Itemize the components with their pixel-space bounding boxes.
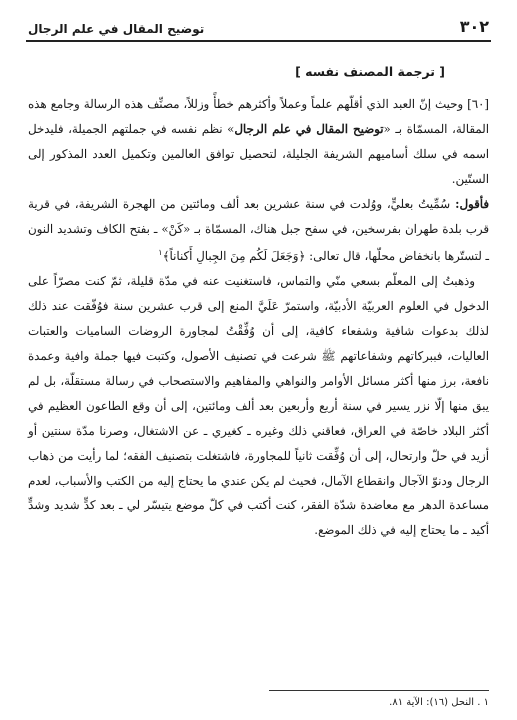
footnote-marker: ١ (158, 248, 163, 258)
header-rule (26, 40, 491, 42)
paragraph-intro (28, 92, 489, 192)
book-title: توضيح المقال في علم الرجال (28, 22, 205, 36)
quran-verse: ﴿وَجَعَلَ لَكُم مِنَ الجِبالِ أَكناناً﴾ (162, 249, 306, 264)
body-text (28, 92, 489, 543)
page-number: ٣٠٢ (459, 17, 489, 36)
paragraph-biography-body: سُمِّيتُ بعليٍّ، ووُلدت في سنة عشرين بعد ألف ومائتين من الهجرة الشريفة، في قرية قرب بلدة طهران بفرسخين، في سفح جبل هناك، المسمّاة بـ «كَنْ» ـ بفتح الكاف وتشديد النون ـ لتستّرها بانخفاض محلّها، قال تعالى: (28, 196, 489, 264)
paragraph-studies: وذهبتُ إلى المعلّم بسعي منّي والتماس، فاستغنيت عنه في مدّة قليلة، ثمّ كنت مصرّاً على الدخول في العلوم العربيّة الأدبيّة، واستمرّ عَلَيَّ المنع إلى قرب عشرين سنة فوُفّقت عند ذلك لذلك بدعوات شافية وشفعاء كافية، إلى أن وُفِّقْتُ لمجاورة الروضات الساميات والعتبات العاليات، فببركاتهم وشفاعاتهم ﷺ شرعت في تصنيف الأصول، وكتبت فيها جملة وافية وعمدة نافعة، برز منها أكثر مسائل الأوامر والنواهي والمفاهيم والاستصحاب في رسالة مستقلّة، بل لم يبق منها إلّا نزر يسير في سنة أربع وأربعين بعد ألف ومائتين، إلى أن وقع الطاعون العظيم في أكثر البلاد خاصّة في العراق، فعاقني ذلك وغيره ـ كغيري ـ عن الاشتغال، وصرنا مدّة سنتين أو أزيد في حلّ وارتحال، إلى أن وُفِّقت ثانياً للمجاورة، فاشتغلت بتصنيف الفقه؛ لما رأيت من ذهاب الرجال ودنوّ الآجال وانقطاع الآمال، فحيث لم يكن عندي ما يحتاج إليه من الكتب والأسباب، لعدم مساعدة الدهر مع معاضدة شدّة الفقر، كنت أكتب في كلّ موضع يتيسّر لي ـ بعد كدٍّ شديد وشدٍّ أكيد ـ ما يحتاج إليه في ذلك الموضع. (28, 274, 489, 538)
book-title-inline: توضيح المقال في علم الرجال (234, 121, 384, 136)
section-heading: [ ترجمة المصنف نفسه ] (295, 64, 445, 79)
lead-word: فأقول: (449, 196, 489, 211)
footnote: ١ . النحل (١٦): الآية ٨١. (389, 697, 489, 708)
footnote-rule (269, 690, 489, 691)
running-head (28, 10, 489, 36)
paragraph-biography (28, 192, 489, 270)
paragraph-intro-suffix: » نظم نفسه في جملتهم الجميلة، فليدخل اسمه في سلك أساميهم الشريفة الجليلة، لتحصيل توافق العالمين وتكميل العدد المذكور إلى الستّين. (28, 121, 489, 186)
paragraph-intro-prefix: [٦٠] وحيث إنّ العبد الذي أقلّهم علماً وعملاً وأكثرهم خطأً وزللاً، مصنِّف هذه الرسالة وجامع هذه المقالة، المسمّاة بـ « (28, 97, 489, 136)
